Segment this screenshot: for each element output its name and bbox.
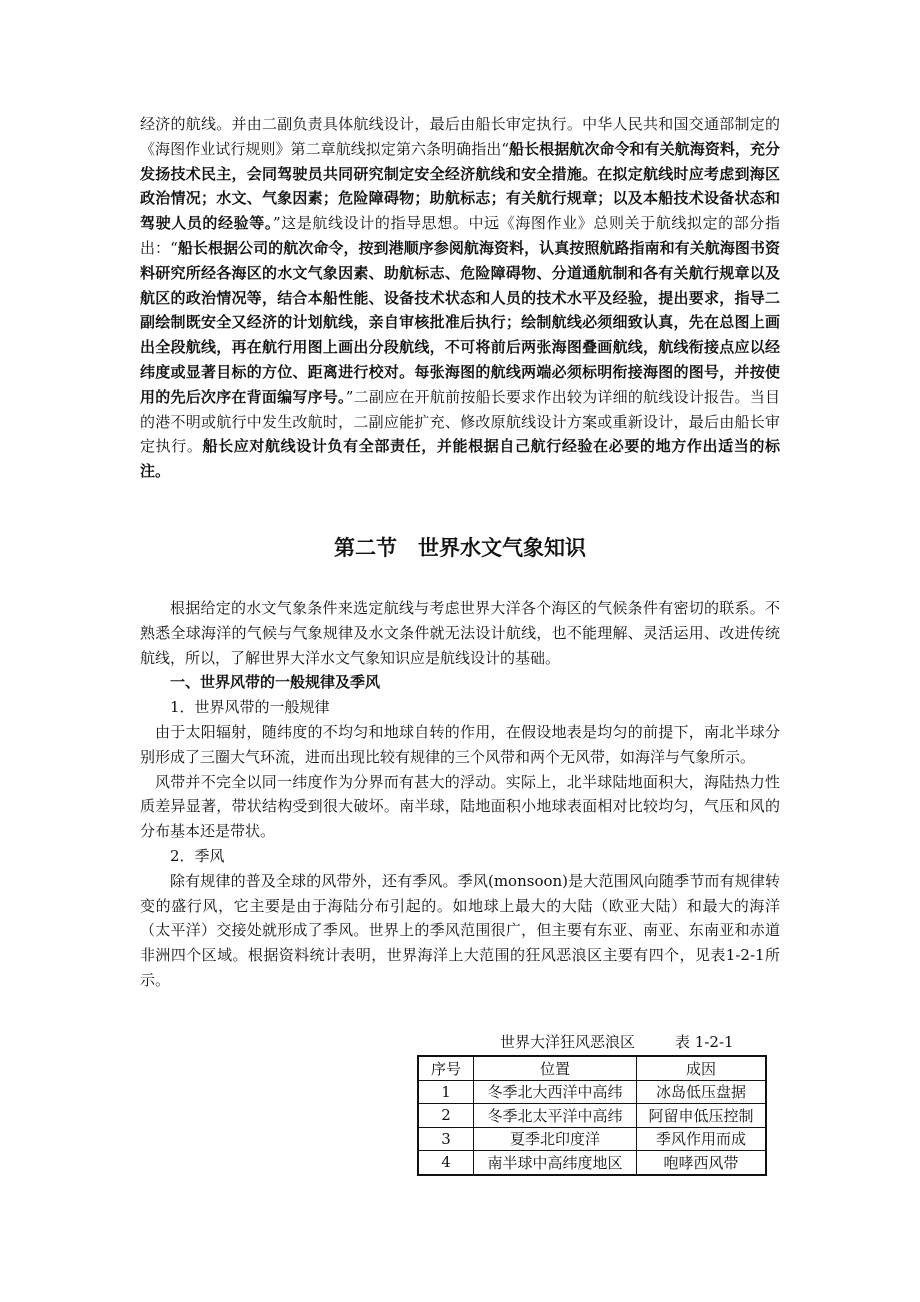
table-header-row (418, 1056, 766, 1080)
table-number: 表 1-2-1 (675, 1033, 734, 1051)
intro-paragraph (140, 112, 780, 484)
intro-text-3: ”二副应在开航前按船长要求作出较为详细的航线设计报告。当目的港不明或航行中发生改航时，二副应能扩充、修改原航线设计方案或重新设计，最后由船长审定执行。 (140, 387, 780, 456)
table-cell: 季风作用而成 (637, 1127, 767, 1151)
table-cell: 冬季北太平洋中高纬 (474, 1104, 637, 1128)
table-caption-title: 世界大洋狂风恶浪区 (500, 1033, 636, 1051)
section-title: 第二节 世界水文气象知识 (334, 536, 586, 560)
table-cell: 1 (418, 1080, 474, 1104)
heading-wind-belts: 一、世界风带的一般规律及季风 (170, 673, 381, 692)
table-row (418, 1104, 766, 1128)
table-cell: 夏季北印度洋 (474, 1127, 637, 1151)
table-header-cell: 位置 (474, 1056, 637, 1080)
body-paragraph-4: 除有规律的普及全球的风带外，还有季风。季风(monsoon)是大范围风向随季节而有规律转变的盛行风，它主要是由于海陆分布引起的。如地球上最大的大陆（欧亚大陆）和最大的海洋（太平洋）交接处就形成了季风。世界上的季风范围很广，但主要有东亚、南亚、东南亚和赤道非洲四个区域。根据资料统计表明，世界海洋上大范围的狂风恶浪区主要有四个，见表1-2-1所示。 (140, 871, 780, 989)
table-row (418, 1151, 766, 1175)
intro-text-2: ”这是航线设计的指导思想。中远《海图作业》总则关于航线拟定的部分指出：“ (140, 214, 780, 257)
intro-text-1: 经济的航线。并由二副负责具体航线设计，最后由船长审定执行。中华人民共和国交通部制定的《海图作业试行规则》第二章航线拟定第六条明确指出“ (140, 115, 780, 158)
table-cell: 冰岛低压盘据 (637, 1080, 767, 1104)
table-caption (500, 1031, 734, 1052)
table-cell: 南半球中高纬度地区 (474, 1151, 637, 1175)
table-header-cell: 序号 (418, 1056, 474, 1080)
body-paragraph-1: 根据给定的水文气象条件来选定航线与考虑世界大洋各个海区的气候条件有密切的联系。不熟悉全球海洋的气候与气象规律及水文条件就无法设计航线，也不能理解、灵活运用、改进传统航线，所以，了解世界大洋水文气象知识应是航线设计的基础。 (140, 599, 780, 667)
body-section (140, 596, 780, 993)
table-cell: 4 (418, 1151, 474, 1175)
subheading-wind-belt-rules: 1．世界风带的一般规律 (170, 698, 330, 717)
table-cell: 冬季北大西洋中高纬 (474, 1080, 637, 1104)
body-paragraph-2: 由于太阳辐射，随纬度的不均匀和地球自转的作用，在假设地表是均匀的前提下，南北半球分别形成了三圈大气环流，进而出现比较有规律的三个风带和两个无风带，如海洋与气象所示。 (140, 722, 780, 766)
table-row (418, 1127, 766, 1151)
body-paragraph-3: 风带并不完全以同一纬度作为分界而有甚大的浮动。实际上，北半球陆地面积大，海陆热力性质差异显著，带状结构受到很大破坏。南半球，陆地面积小地球表面相对比较均匀，气压和风的分布基本还是带状。 (140, 772, 780, 841)
table-cell: 咆哮西风带 (637, 1151, 767, 1175)
table-header-cell: 成因 (637, 1056, 767, 1080)
intro-bold-conclusion: 船长应对航线设计负有全部责任，并能根据自己航行经验在必要的地方作出适当的标注。 (140, 437, 780, 481)
subheading-monsoon: 2．季风 (170, 846, 225, 865)
intro-bold-quote-2: 船长根据公司的航次命令，按到港顺序参阅航海资料，认真按照航路指南和有关航海图书资料研究所经各海区的水文气象因素、助航标志、危险障碍物、分道通航制和各有关航行规章以及航区的政治情况等，结合本船性能、设备技术状态和人员的技术水平及经验，提出要求，指导二副绘制既安全又经济的计划航线，亲自审核批准后执行；绘制航线必须细致认真，先在总图上画出全段航线，再在航行用图上画出分段航线，不可将前后两张海图叠画航线，航线衔接点应以经纬度或显著目标的方位、距离进行校对。每张海图的航线两端必须标明衔接海图的图号，并按使用的先后次序在背面编写序号。 (140, 238, 780, 406)
table-cell: 2 (418, 1104, 474, 1128)
table-row (418, 1080, 766, 1104)
intro-bold-quote-1: 船长根据航次命令和有关航海资料，充分发扬技术民主，会同驾驶员共同研究制定安全经济航线和安全措施。在拟定航线时应考虑到海区政治情况；水文、气象因素；危险障碍物；助航标志；有关航行规章；以及本船技术设备状态和驾驶人员的经验等。 (140, 139, 780, 233)
table-cell: 3 (418, 1127, 474, 1151)
table-cell: 阿留申低压控制 (637, 1104, 767, 1128)
storm-areas-table (417, 1055, 767, 1176)
